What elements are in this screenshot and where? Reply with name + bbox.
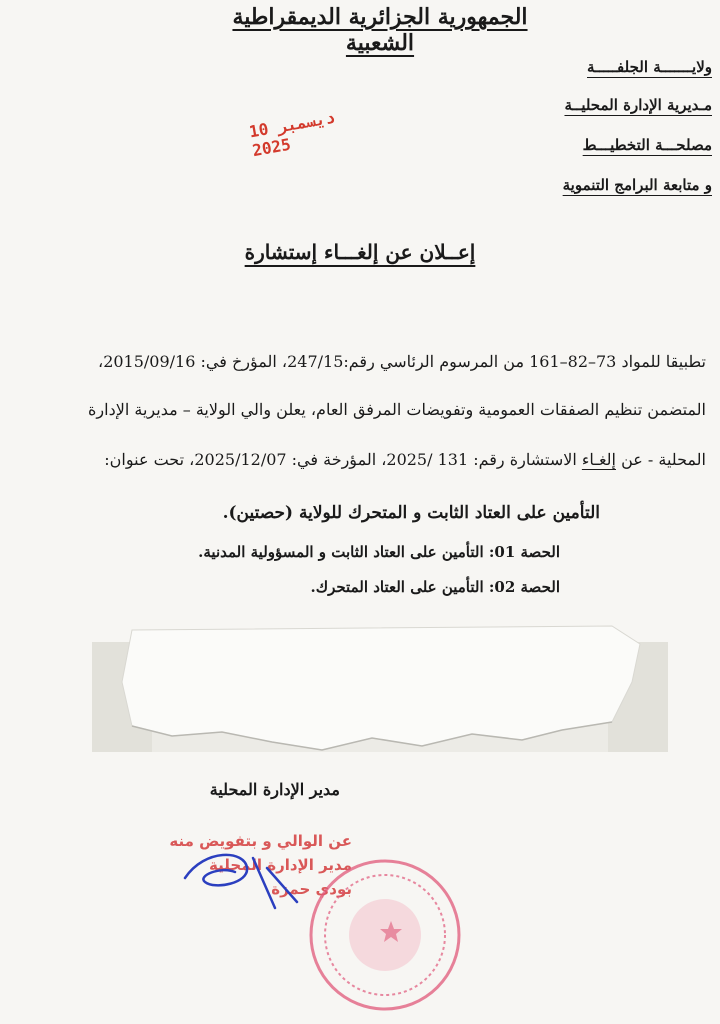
programs-line: و متابعة البرامج التنموية: [562, 176, 712, 194]
subject-line: التأمين على العتاد الثابت و المتحرك للولاية (حصتين).: [222, 503, 600, 523]
lot-2: [140, 578, 560, 596]
torn-paper-patch: [92, 622, 668, 772]
republic-heading: الجمهورية الجزائرية الديمقراطية الشعبية: [232, 4, 528, 56]
delegation-stamp-line-3: بودي حمزة: [271, 880, 352, 898]
body-line-1: تطبيقا للمواد 73–82–161 من المرسوم الرئاسي رقم:247/15، المؤرخ في: 2015/09/16،: [98, 352, 706, 371]
lot-1-text: التأمين على العتاد الثابت و المسؤولية المدنية.: [198, 543, 489, 561]
body-line-2: المتضمن تنظيم الصفقات العمومية وتفويضات المرفق العام، يعلن والي الولاية – مديرية الإدارة: [88, 400, 706, 419]
service-line: مصلحـــة التخطيـــط: [582, 136, 712, 154]
delegation-stamp-line-2: مدير الإدارة المحلية: [209, 856, 352, 874]
delegation-stamp-line-1: عن الوالي و بتفويض منه: [169, 832, 352, 850]
body-line-3: [16, 450, 706, 469]
handwritten-signature: [175, 838, 305, 918]
official-seal: [305, 855, 465, 1015]
notice-title: إعــلان عن إلغـــاء إستشارة: [244, 240, 476, 264]
lot-2-text: التأمين على العتاد المتحرك.: [310, 578, 489, 596]
signer-title: مدير الإدارة المحلية: [209, 780, 340, 799]
received-date-stamp: 10 ديسمبر 2025: [247, 107, 337, 161]
lot-1-label: الحصة 01:: [488, 543, 560, 561]
wilaya-line: ولايـــــــة الجلفـــــة: [587, 58, 712, 76]
lot-2-label: الحصة 02:: [488, 578, 560, 596]
body-line-3-end: الاستشارة رقم: 131 /2025، المؤرخة في: 2025/12/07، تحت عنوان:: [104, 450, 582, 469]
body-line-3-start: المحلية - عن: [616, 450, 706, 469]
directorate-line: مـديرية الإدارة المحليــة: [564, 96, 712, 114]
cancellation-word: إلغـاء: [581, 450, 616, 469]
lot-1: [140, 543, 560, 561]
